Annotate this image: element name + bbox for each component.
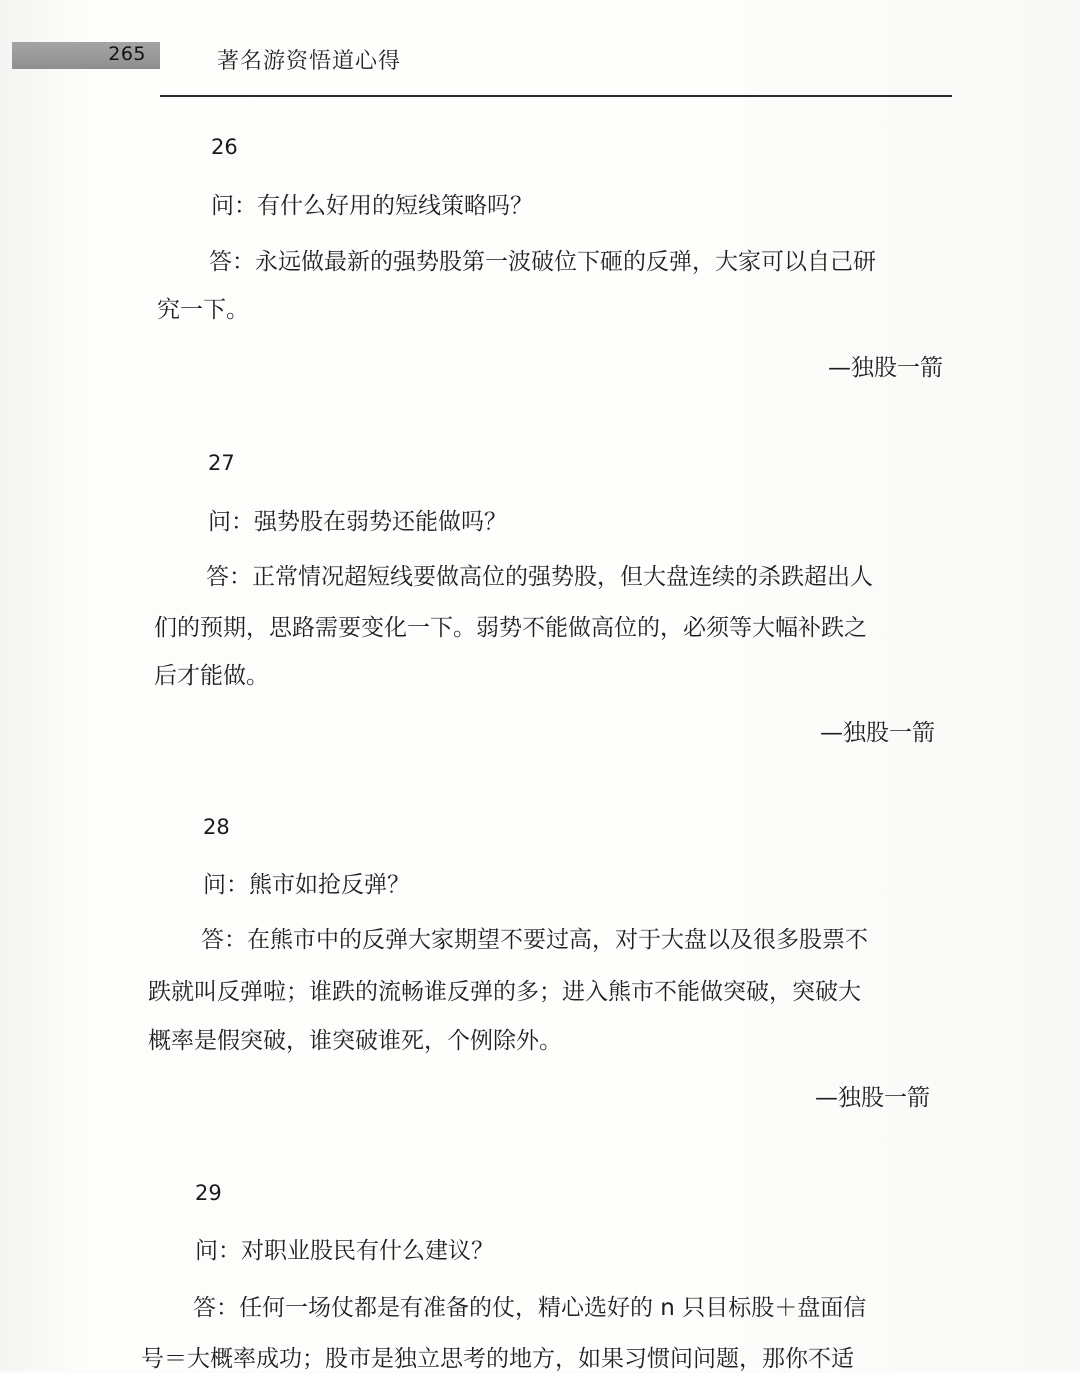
entry-number: 29 (195, 1181, 222, 1205)
answer-line: 答：任何一场仗都是有准备的仗，精心选好的 n 只目标股＋盘面信 (193, 1295, 867, 1321)
question: 问：有什么好用的短线策略吗？ (211, 193, 533, 219)
answer-line: 究一下。 (157, 297, 249, 323)
author-signature: —独股一箭 (828, 355, 943, 381)
page-number: 265 (108, 43, 146, 65)
page-number-tab (12, 42, 160, 69)
answer-line: 跌就叫反弹啦；谁跌的流畅谁反弹的多；进入熊市不能做突破，突破大 (148, 979, 861, 1005)
header-rule (160, 95, 952, 97)
question: 问：强势股在弱势还能做吗？ (208, 509, 507, 535)
answer-line: 答：永远做最新的强势股第一波破位下砸的反弹，大家可以自己研 (209, 249, 876, 275)
entry-number: 26 (211, 135, 238, 159)
question: 问：对职业股民有什么建议？ (195, 1238, 494, 1264)
entry-number: 28 (203, 815, 230, 839)
answer-line: 答：在熊市中的反弹大家期望不要过高，对于大盘以及很多股票不 (201, 927, 868, 953)
answer-line: 答：正常情况超短线要做高位的强势股，但大盘连续的杀跌超出人 (206, 564, 873, 590)
author-signature: —独股一箭 (815, 1085, 930, 1111)
running-title: 著名游资悟道心得 (217, 49, 402, 74)
author-signature: —独股一箭 (820, 720, 935, 746)
answer-line: 后才能做。 (154, 663, 269, 689)
answer-line: 号＝大概率成功；股市是独立思考的地方，如果习惯问问题，那你不适 (141, 1346, 854, 1372)
answer-line: 们的预期，思路需要变化一下。弱势不能做高位的，必须等大幅补跌之 (154, 615, 867, 641)
entry-number: 27 (208, 451, 235, 475)
question: 问：熊市如抢反弹？ (203, 872, 410, 898)
answer-line: 概率是假突破，谁突破谁死，个例除外。 (148, 1028, 562, 1054)
